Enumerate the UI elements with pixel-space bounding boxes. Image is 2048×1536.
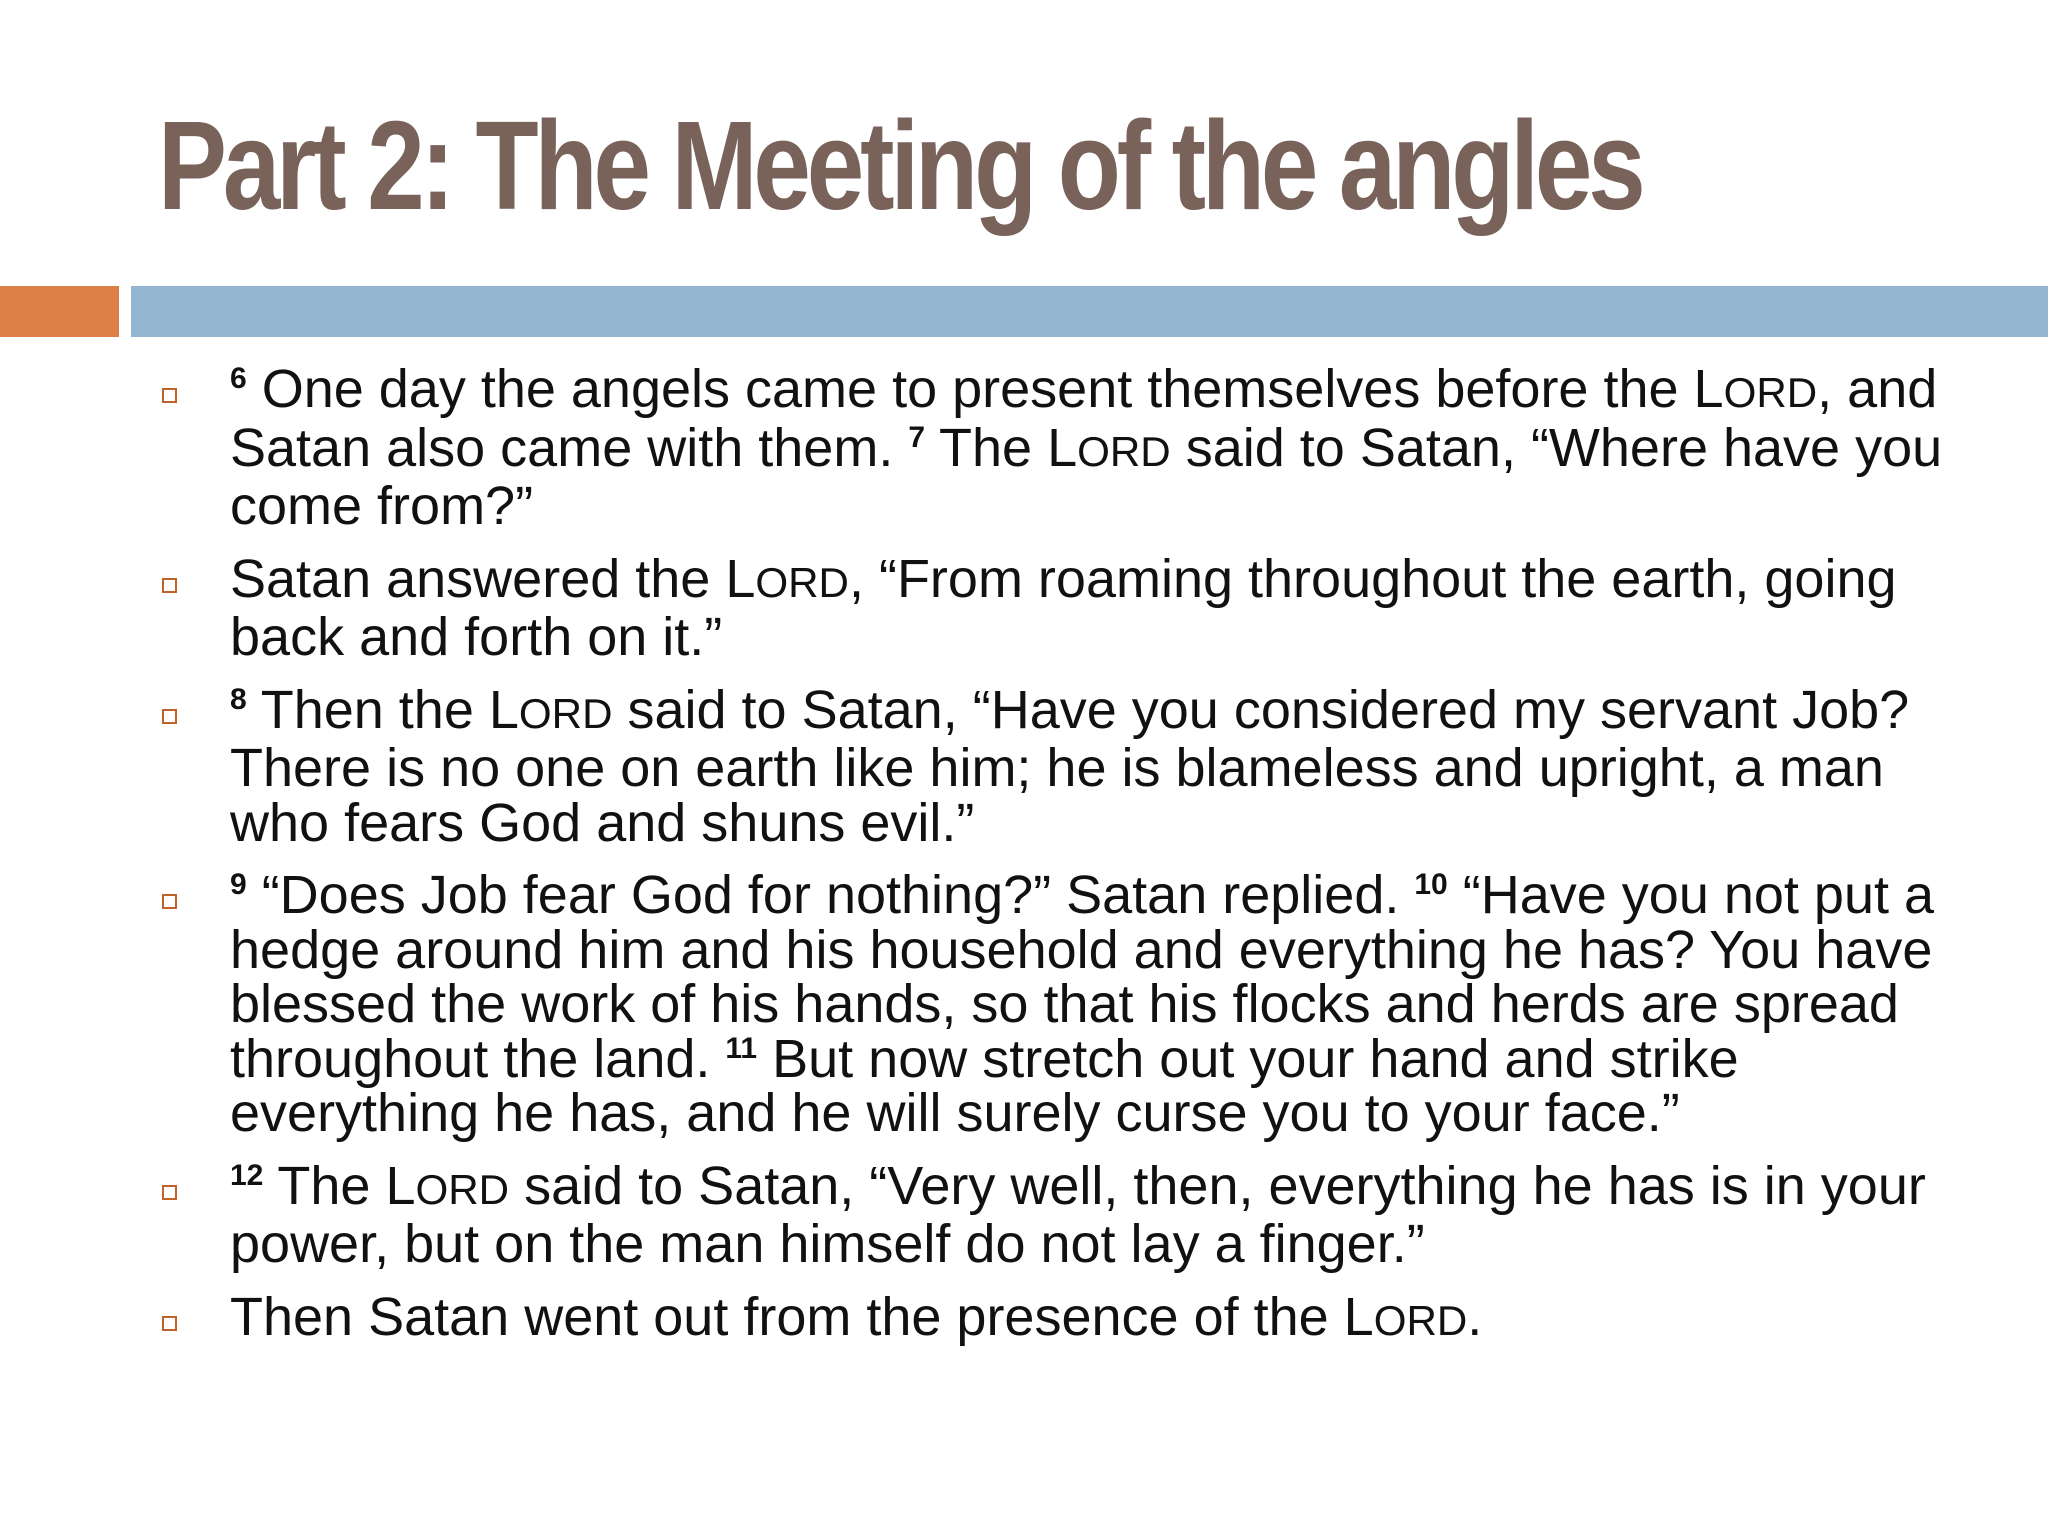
verse-text: The L: [263, 1155, 416, 1216]
square-bullet-icon: [160, 683, 230, 737]
square-bullet-icon: [160, 868, 230, 922]
verse-number: 8: [230, 682, 247, 716]
verse-text: One day the angels came to present themselves before the L: [246, 359, 1724, 419]
small-caps-text: ORD: [1723, 369, 1818, 416]
verse-number: 6: [230, 362, 247, 395]
verse-text: said to Satan, “Have you considered my servant Job? There is no one on earth like him; he is blameless and upright, a man who fears God and shuns evil.”: [230, 679, 1910, 853]
verse-text: Then Satan went out from the presence of the L: [230, 1286, 1374, 1347]
bullet-item: [160, 865, 1960, 1143]
bullet-text: [230, 548, 1960, 667]
bullet-text: [230, 1155, 1960, 1274]
small-caps-text: ORD: [755, 558, 849, 606]
square-bullet-icon: [160, 552, 230, 606]
verse-number: 11: [725, 1031, 758, 1065]
bullet-item: [160, 359, 1960, 536]
verse-number: 9: [230, 868, 247, 901]
bullet-text: [230, 865, 1960, 1143]
small-caps-text: ORD: [415, 1165, 510, 1213]
verse-text: said to Satan, “Where have you come from?”: [230, 417, 1943, 536]
verse-text: But now stretch out your hand and strike everything he has, and he will surely curse you to your face.”: [230, 1028, 1739, 1143]
verse-text: , “From roaming throughout the earth, going back and forth on it.”: [230, 548, 1897, 667]
square-bullet-icon: [160, 1290, 230, 1344]
verse-text: .: [1467, 1286, 1483, 1347]
bullet-item: [160, 548, 1960, 667]
bullet-item: [160, 1155, 1960, 1274]
square-bullet-icon: [160, 362, 230, 416]
bullet-text: [230, 679, 1960, 853]
accent-bar-orange: [0, 286, 119, 337]
small-caps-text: ORD: [1373, 1296, 1468, 1344]
verse-text: The L: [925, 417, 1078, 478]
verse-text: “Does Job fear God for nothing?” Satan replied.: [246, 865, 1415, 925]
accent-bar-blue: [131, 286, 2048, 337]
bullet-text: [230, 1286, 1960, 1349]
slide-title: Part 2: The Meeting of the angles: [158, 95, 1642, 236]
bullet-list: [160, 359, 1960, 1366]
verse-text: “Have you not put a hedge around him and his household and everything he has? You have blessed the work of his hands, so that his flocks and herds are spread throughout the land.: [230, 865, 1935, 1089]
verse-number: 10: [1414, 868, 1448, 901]
verse-text: , and Satan also came with them.: [230, 359, 1938, 478]
bullet-item: [160, 679, 1960, 853]
verse-text: said to Satan, “Very well, then, everything he has is in your power, but on the man himself do not lay a finger.”: [230, 1155, 1926, 1274]
verse-number: 7: [908, 420, 926, 454]
verse-text: Satan answered the L: [230, 548, 756, 609]
square-bullet-icon: [160, 1159, 230, 1213]
small-caps-text: ORD: [1077, 427, 1171, 475]
small-caps-text: ORD: [518, 689, 613, 737]
verse-text: Then the L: [246, 679, 519, 740]
verse-number: 12: [230, 1158, 264, 1192]
bullet-item: [160, 1286, 1960, 1349]
bullet-text: [230, 359, 1960, 536]
